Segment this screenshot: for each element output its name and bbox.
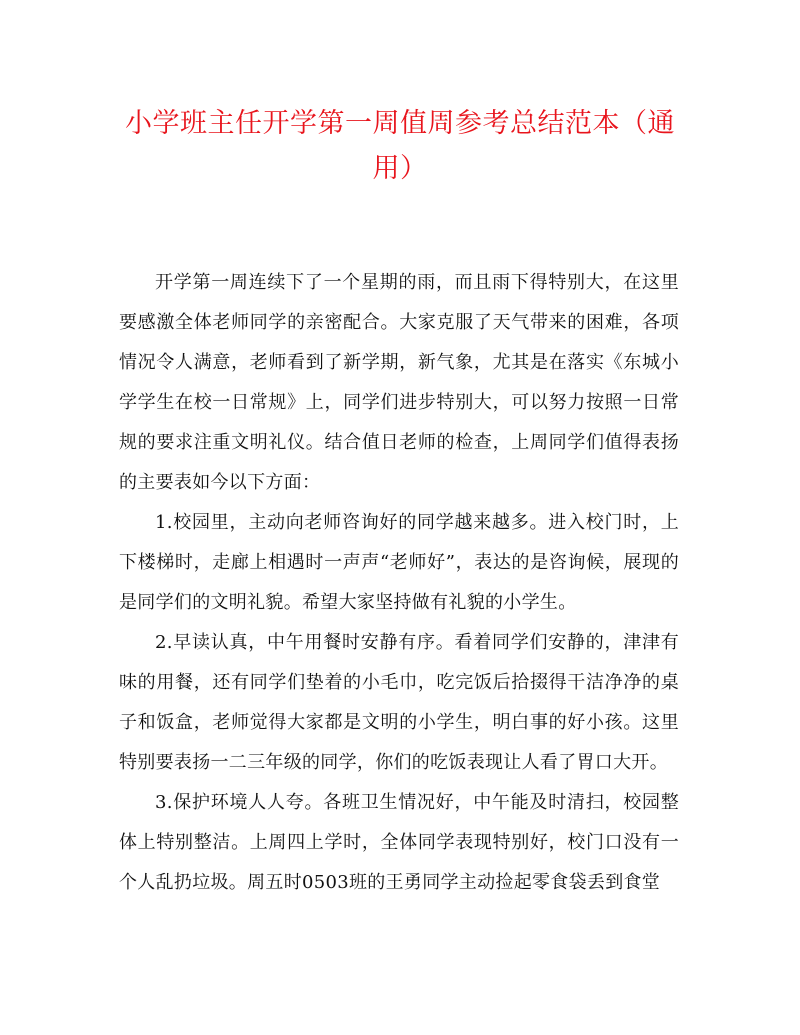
paragraph-item-1: 1.校园里，主动向老师咨询好的同学越来越多。进入校门时，上下楼梯时，走廊上相遇时一声声“老师好”，表达的是咨询候，展现的是同学们的文明礼貌。希望大家坚持做有礼貌的小学生。 (119, 512, 679, 613)
paragraph-intro: 开学第一周连续下了一个星期的雨，而且雨下得特别大，在这里要感激全体老师同学的亲密配合。大家克服了天气带来的困难，各项情况令人满意，老师看到了新学期，新气象，尤其是在落实《东城小学学生在校一日常规》上，同学们进步特别大，可以努力按照一日常规的要求注重文明礼仪。结合值日老师的检查，上周同学们值得表扬的主要表如今以下方面： (119, 272, 679, 493)
document-body (119, 263, 679, 903)
paragraph-item-2: 2.早读认真，中午用餐时安静有序。看着同学们安静的，津津有味的用餐，还有同学们垫着的小毛巾，吃完饭后拾掇得干洁净净的桌子和饭盒，老师觉得大家都是文明的小学生，明白事的好小孩。这里特别要表扬一二三年级的同学，你们的吃饭表现让人看了胃口大开。 (119, 632, 679, 773)
paragraph-item-3: 3.保护环境人人夸。各班卫生情况好，中午能及时清扫，校园整体上特别整洁。上周四上学时，全体同学表现特别好，校门口没有一个人乱扔垃圾。周五时0503班的王勇同学主动捡起零食袋丢到食堂 (119, 792, 679, 893)
document-title: 小学班主任开学第一周值周参考总结范本（通用） (125, 108, 675, 184)
